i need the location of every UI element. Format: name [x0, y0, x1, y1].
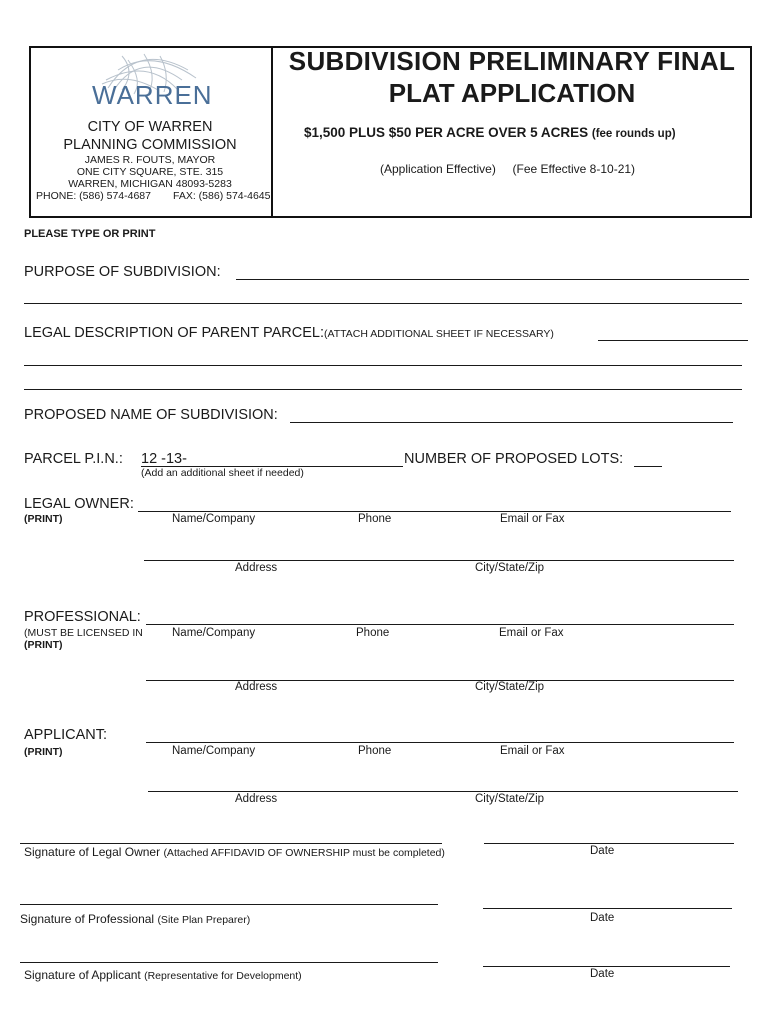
applicant-phone-caption: Phone [358, 745, 392, 757]
purpose-label: PURPOSE OF SUBDIVISION: [24, 264, 221, 280]
legal-owner-city-caption: City/State/Zip [475, 562, 545, 574]
owner-signature-label: Signature of Legal Owner [24, 845, 161, 859]
parcel-pin-prefix: 12 -13- [141, 451, 187, 467]
applicant-name-caption: Name/Company [172, 745, 256, 757]
professional-licensed-note: (MUST BE LICENSED IN [24, 627, 143, 639]
proposed-lots-label: NUMBER OF PROPOSED LOTS: [404, 451, 624, 467]
legal-owner-name-field[interactable] [138, 511, 731, 512]
applicant-date-caption: Date [590, 968, 615, 980]
legal-description-title: LEGAL DESCRIPTION OF PARENT PARCEL: [24, 325, 325, 341]
legal-description-field-line-2[interactable] [24, 365, 742, 366]
applicant-signature-note: (Representative for Development) [144, 970, 302, 982]
applicant-date-field[interactable] [483, 966, 730, 967]
logo-text: WARREN [92, 80, 213, 110]
purpose-field-line-2[interactable] [24, 303, 742, 304]
parcel-pin-label: PARCEL P.I.N.: [24, 451, 123, 467]
applicant-label: APPLICANT: [24, 727, 107, 743]
professional-phone-caption: Phone [356, 627, 390, 639]
owner-date-field[interactable] [484, 843, 734, 844]
applicant-address-caption: Address [235, 793, 278, 805]
legal-description-field-line-3[interactable] [24, 389, 742, 390]
fee-line [304, 125, 676, 140]
applicant-name-field[interactable] [146, 742, 734, 743]
professional-city-caption: City/State/Zip [475, 681, 545, 693]
proposed-name-label: PROPOSED NAME OF SUBDIVISION: [24, 407, 278, 423]
applicant-signature-label: Signature of Applicant [24, 968, 141, 982]
effective-line [380, 162, 635, 176]
legal-owner-phone-caption: Phone [358, 513, 392, 525]
application-effective: (Application Effective) [380, 162, 496, 176]
professional-print-note: (PRINT) [24, 639, 63, 651]
professional-signature-caption [20, 912, 250, 926]
professional-signature-note: (Site Plan Preparer) [157, 914, 251, 926]
type-or-print-note: PLEASE TYPE OR PRINT [24, 228, 156, 240]
fee-note: (fee rounds up) [591, 128, 676, 140]
legal-owner-email-caption: Email or Fax [500, 513, 565, 525]
mayor-name: JAMES R. FOUTS, MAYOR [84, 154, 216, 166]
owner-signature-caption [24, 845, 445, 859]
professional-date-field[interactable] [483, 908, 732, 909]
professional-email-caption: Email or Fax [499, 627, 564, 639]
fee-effective: (Fee Effective 8-10-21) [512, 162, 636, 176]
applicant-address-field[interactable] [148, 791, 738, 792]
proposed-name-field[interactable] [290, 422, 733, 423]
owner-signature-note: (Attached AFFIDAVID OF OWNERSHIP must be completed) [163, 847, 445, 859]
professional-label: PROFESSIONAL: [24, 609, 141, 625]
legal-owner-name-caption: Name/Company [172, 513, 256, 525]
address-line-1: ONE CITY SQUARE, STE. 315 [76, 166, 224, 178]
applicant-signature-field[interactable] [20, 962, 438, 963]
address-line-2: WARREN, MICHIGAN 48093-5283 [68, 178, 232, 190]
commission-name: PLANNING COMMISSION [63, 137, 237, 153]
legal-description-label [24, 325, 554, 341]
owner-signature-field[interactable] [20, 843, 442, 844]
legal-description-note: (ATTACH ADDITIONAL SHEET IF NECESSARY) [324, 328, 554, 340]
city-name: CITY OF WARREN [87, 119, 213, 135]
legal-owner-print-note: (PRINT) [24, 513, 63, 525]
legal-owner-label: LEGAL OWNER: [24, 496, 134, 512]
fee-amount: $1,500 PLUS $50 PER ACRE OVER 5 ACRES [304, 125, 589, 140]
legal-owner-address-field[interactable] [144, 560, 734, 561]
applicant-email-caption: Email or Fax [500, 745, 565, 757]
form-title-line-1: SUBDIVISION PRELIMINARY FINAL [288, 46, 736, 76]
office-fax: FAX: (586) 574-4645 [173, 190, 271, 202]
professional-signature-label: Signature of Professional [20, 912, 155, 926]
legal-description-field[interactable] [598, 340, 748, 341]
form-title-line-2: PLAT APPLICATION [388, 78, 636, 108]
legal-owner-address-caption: Address [235, 562, 278, 574]
applicant-city-caption: City/State/Zip [475, 793, 545, 805]
professional-name-caption: Name/Company [172, 627, 256, 639]
applicant-print-note: (PRINT) [24, 746, 63, 758]
professional-date-caption: Date [590, 912, 615, 924]
owner-date-caption: Date [590, 845, 615, 857]
office-phone: PHONE: (586) 574-4687 [36, 190, 151, 202]
professional-signature-field[interactable] [20, 904, 438, 905]
professional-name-field[interactable] [146, 624, 734, 625]
parcel-pin-note: (Add an additional sheet if needed) [141, 467, 304, 479]
proposed-lots-field[interactable] [634, 466, 662, 467]
purpose-field[interactable] [236, 279, 749, 280]
applicant-signature-caption [24, 968, 302, 982]
professional-address-caption: Address [235, 681, 278, 693]
